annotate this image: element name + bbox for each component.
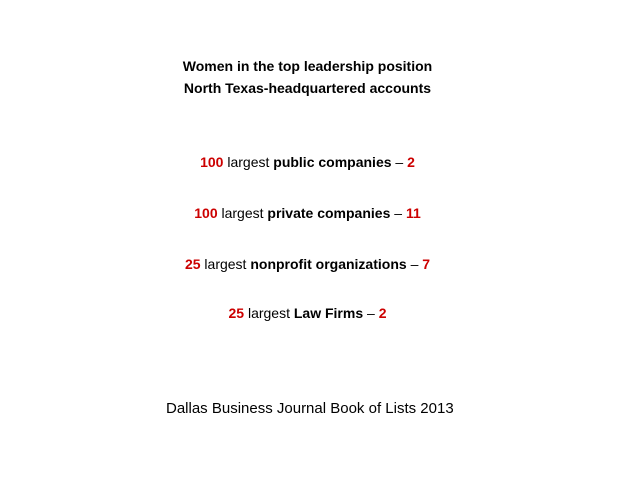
stat-word: largest	[221, 205, 264, 221]
stat-dash: –	[367, 305, 375, 321]
stat-dash: –	[410, 256, 419, 272]
stat-category: public companies	[273, 154, 392, 170]
stat-word: largest	[204, 256, 247, 272]
stat-value: 7	[422, 256, 431, 272]
stat-public-companies	[140, 152, 475, 172]
stat-value: 2	[378, 305, 387, 321]
stat-private-companies	[140, 203, 475, 223]
stat-count: 100	[194, 205, 218, 221]
source-citation: Dallas Business Journal Book of Lists 2013	[166, 400, 454, 417]
title-line-2: North Texas-headquartered accounts	[183, 80, 432, 96]
stat-nonprofit-organizations	[140, 254, 475, 274]
stat-value: 11	[405, 205, 421, 221]
title-line-1: Women in the top leadership position	[182, 58, 433, 74]
stat-law-firms	[140, 303, 475, 323]
stat-word: largest	[227, 154, 270, 170]
stat-category: nonprofit organizations	[250, 256, 407, 272]
stat-count: 25	[184, 256, 201, 272]
stat-value: 2	[407, 154, 415, 170]
stat-word: largest	[247, 305, 290, 321]
slide-title	[160, 55, 455, 99]
stat-category: Law Firms	[293, 305, 364, 321]
stat-category: private companies	[267, 205, 391, 221]
stat-count: 100	[200, 154, 224, 170]
stat-dash: –	[395, 154, 404, 170]
stat-dash: –	[394, 205, 403, 221]
stat-count: 25	[228, 305, 245, 321]
